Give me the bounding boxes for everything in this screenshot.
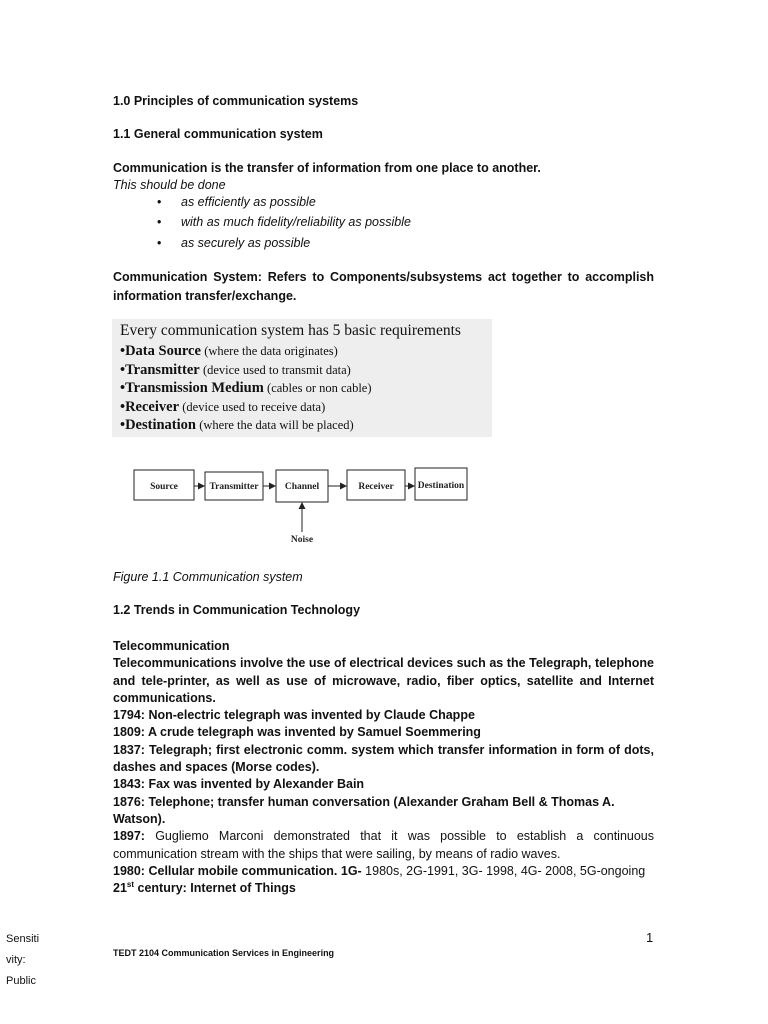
- bullet-item: as securely as possible: [181, 236, 311, 250]
- receiver-label: Receiver: [358, 482, 394, 492]
- requirement-item: •Receiver (device used to receive data): [120, 399, 326, 415]
- page-number: 1: [646, 930, 654, 945]
- timeline-item: 1980: Cellular mobile communication. 1G- 1980s, 2G-1991, 3G- 1998, 4G- 2008, 5G-ongoing: [113, 863, 646, 878]
- destination-label: Destination: [417, 481, 465, 491]
- footer-course: TEDT 2104 Communication Services in Engineering: [113, 948, 335, 958]
- transmitter-label: Transmitter: [209, 482, 259, 492]
- timeline-item: 1876: Telephone; transfer human conversation (Alexander Graham Bell & Thomas A. Watson).: [113, 794, 615, 826]
- requirements-figure: [112, 319, 492, 437]
- timeline-item: 1843: Fax was invented by Alexander Bain: [113, 777, 365, 792]
- timeline-item: 1837: Telegraph; first electronic comm. system which transfer information in form of dots, dashes and spaces (Morse codes).: [113, 742, 654, 775]
- sensitivity-label: Sensiti vity: Public: [6, 933, 40, 987]
- heading-principles: 1.0 Principles of communication systems: [113, 94, 359, 108]
- timeline-item: 21st century: Internet of Things: [113, 880, 296, 896]
- bullet-item: as efficiently as possible: [181, 195, 316, 209]
- timeline-item: 1809: A crude telegraph was invented by Samuel Soemmering: [113, 725, 481, 740]
- requirement-item: •Data Source (where the data originates): [120, 343, 338, 359]
- bullet-dot: •: [157, 195, 162, 209]
- requirements-title: Every communication system has 5 basic requirements: [120, 322, 461, 339]
- telecom-intro: Telecommunications involve the use of electrical devices such as the Telegraph, telephone and tele-printer, as well as use of microwave, radio, fiber optics, satellite and Internet communications.: [113, 656, 654, 705]
- timeline-item: 1794: Non-electric telegraph was invented by Claude Chappe: [113, 708, 475, 723]
- requirement-item: •Transmission Medium (cables or non cable): [120, 380, 372, 396]
- heading-general-system: 1.1 General communication system: [113, 127, 323, 141]
- requirement-item: •Transmitter (device used to transmit data): [120, 362, 351, 378]
- communication-system-diagram: [128, 460, 473, 550]
- bullet-item: with as much fidelity/reliability as possible: [181, 215, 411, 229]
- communication-definition: Communication is the transfer of information from one place to another.: [113, 161, 541, 175]
- bullet-dot: •: [157, 215, 162, 229]
- heading-trends: 1.2 Trends in Communication Technology: [113, 603, 361, 617]
- requirement-item: •Destination (where the data will be placed): [120, 417, 354, 433]
- figure-caption: Figure 1.1 Communication system: [113, 570, 303, 584]
- telecom-section: [113, 638, 654, 897]
- system-definition: Communication System: Refers to Components/subsystems act together to accomplish information transfer/exchange.: [113, 270, 654, 303]
- timeline-item: 1897: Gugliemo Marconi demonstrated that it was possible to establish a continuous communication stream with the ships that were sailing, by means of radio waves.: [113, 829, 655, 861]
- bullet-dot: •: [157, 236, 162, 250]
- noise-label: Noise: [290, 535, 314, 545]
- channel-label: Channel: [284, 482, 320, 492]
- telecom-title: Telecommunication: [113, 639, 230, 653]
- definition-lead: This should be done: [113, 178, 226, 192]
- source-label: Source: [150, 482, 178, 492]
